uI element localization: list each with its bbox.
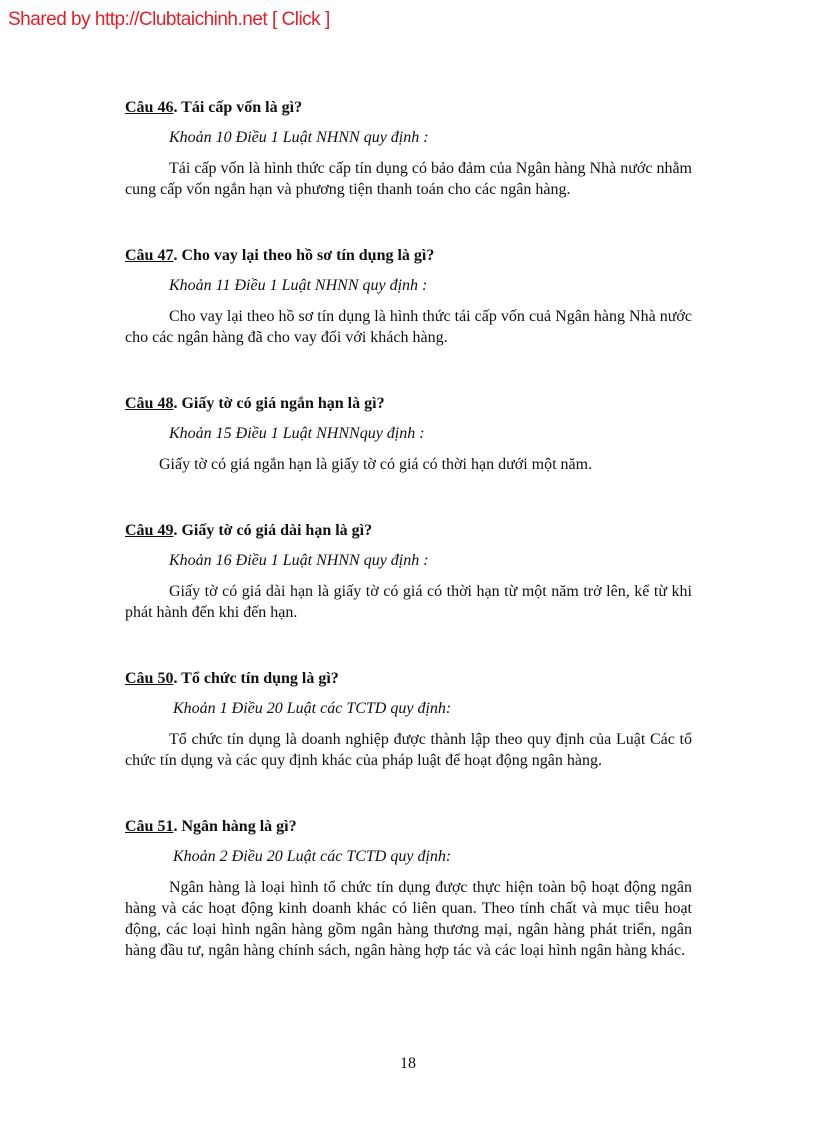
question-title — [125, 394, 692, 414]
answer-text: Giấy tờ có giá ngắn hạn là giấy tờ có giá có thời hạn dưới một năm. — [159, 456, 593, 473]
question-text: . Tái cấp vốn là gì? — [173, 99, 303, 116]
question-text: . Tổ chức tín dụng là gì? — [173, 670, 339, 687]
watermark-link[interactable]: Shared by http://Clubtaichinh.net [ Click ] — [8, 9, 330, 30]
question-title — [125, 521, 692, 541]
question-number: Câu 50 — [125, 670, 174, 687]
question-text: . Giấy tờ có giá dài hạn là gì? — [173, 522, 373, 539]
law-reference: Khoản 10 Điều 1 Luật NHNN quy định : — [169, 129, 429, 146]
question-number: Câu 46 — [125, 99, 174, 116]
question-text: . Giấy tờ có giá ngắn hạn là gì? — [173, 395, 385, 412]
question-title — [125, 669, 692, 689]
document-page — [125, 98, 692, 1007]
question-title — [125, 817, 692, 837]
question-46 — [125, 98, 692, 200]
question-text: . Cho vay lại theo hồ sơ tín dụng là gì? — [173, 247, 435, 264]
answer-text: Tái cấp vốn là hình thức cấp tín dụng có bảo đảm của Ngân hàng Nhà nước nhằm cung cấp vốn ngắn hạn và phương tiện thanh toán cho các ngân hàng. — [125, 160, 692, 198]
answer-text: Giấy tờ có giá dài hạn là giấy tờ có giá có thời hạn từ một năm trở lên, kể từ khi phát hành đến khi đến hạn. — [125, 583, 692, 621]
law-reference: Khoản 16 Điều 1 Luật NHNN quy định : — [169, 552, 429, 569]
question-47 — [125, 246, 692, 348]
law-reference: Khoản 1 Điều 20 Luật các TCTD quy định: — [173, 700, 452, 717]
question-title — [125, 246, 692, 266]
answer-text: Cho vay lại theo hồ sơ tín dụng là hình thức tái cấp vốn cuả Ngân hàng Nhà nước cho các ngân hàng đã cho vay đối với khách hàng. — [125, 308, 692, 346]
page-number: 18 — [400, 1055, 416, 1072]
question-text: . Ngân hàng là gì? — [173, 818, 297, 835]
question-title — [125, 98, 692, 118]
question-48 — [125, 394, 692, 475]
question-50 — [125, 669, 692, 771]
question-number: Câu 47 — [125, 247, 174, 264]
question-number: Câu 48 — [125, 395, 174, 412]
question-number: Câu 49 — [125, 522, 174, 539]
question-49 — [125, 521, 692, 623]
law-reference: Khoản 2 Điều 20 Luật các TCTD quy định: — [173, 848, 452, 865]
answer-text: Tổ chức tín dụng là doanh nghiệp được thành lập theo quy định của Luật Các tổ chức tín dụng và các quy định khác của pháp luật để hoạt động ngân hàng. — [125, 731, 692, 769]
question-number: Câu 51 — [125, 818, 174, 835]
law-reference: Khoản 15 Điều 1 Luật NHNNquy định : — [169, 425, 425, 442]
answer-text: Ngân hàng là loại hình tổ chức tín dụng được thực hiện toàn bộ hoạt động ngân hàng và các hoạt động kinh doanh khác có liên quan. Theo tính chất và mục tiêu hoạt động, các loại hình ngân hàng gồm ngân hàng thương mại, ngân hàng phát triển, ngân hàng đầu tư, ngân hàng chính sách, ngân hàng hợp tác và các loại hình ngân hàng khác. — [125, 879, 692, 959]
question-51 — [125, 817, 692, 961]
law-reference: Khoản 11 Điều 1 Luật NHNN quy định : — [169, 277, 428, 294]
